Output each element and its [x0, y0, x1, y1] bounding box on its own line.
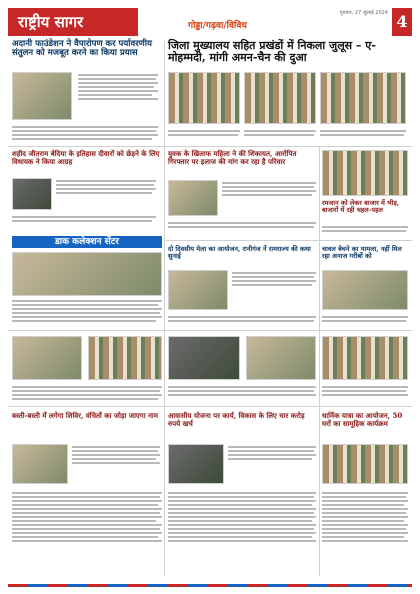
text-line: [72, 458, 156, 460]
photo-dak: [12, 252, 162, 296]
photo-arrest: [168, 180, 218, 216]
text-line: [322, 516, 408, 518]
photo-camp: [12, 444, 68, 484]
masthead: [8, 8, 412, 36]
text-line: [322, 520, 404, 522]
text-line: [322, 496, 406, 498]
column-rule: [164, 40, 165, 576]
text-line: [72, 450, 158, 452]
text-line: [322, 394, 408, 396]
section-label: गोड्डा/गढ़वा/विविध: [188, 21, 247, 31]
text-line: [232, 272, 316, 274]
text-line: [244, 134, 314, 136]
text-line: [12, 312, 160, 314]
divider: [8, 406, 412, 407]
text-line: [228, 458, 312, 460]
text-line: [56, 188, 156, 190]
headline-adani: अदानी फाउंडेशन ने वैपारोपण कर पर्यावरणीय संतुलन को मजबूत करने का किया प्रयास: [12, 39, 152, 59]
photo-mela: [168, 270, 228, 310]
text-line: [232, 284, 312, 286]
text-line: [322, 226, 408, 228]
headline-camp: बस्ती-बस्ती में लगेगा शिविर, वंचितों का जोड़ा जाएगा नाम: [12, 411, 158, 420]
text-line: [12, 540, 162, 542]
text-line: [168, 390, 314, 392]
text-line: [168, 316, 316, 318]
text-line: [12, 516, 162, 518]
text-line: [322, 504, 404, 506]
text-line: [322, 492, 408, 494]
date-line: गुरुवार, 27 जुलाई 2024: [339, 10, 388, 16]
text-line: [12, 390, 160, 392]
text-line: [12, 508, 162, 510]
text-line: [168, 516, 316, 518]
text-line: [168, 222, 316, 224]
text-line: [228, 446, 316, 448]
text-line: [12, 536, 158, 538]
page-number: 4: [392, 8, 412, 36]
text-line: [12, 386, 162, 388]
headline-mela: दो दिवसीय मेला का आयोजन, रानीगंज नें रामराज्य की कथा सुनाई: [168, 245, 311, 261]
text-line: [168, 134, 238, 136]
text-line: [322, 540, 408, 542]
photo-lower-4: [246, 336, 316, 380]
text-line: [12, 532, 162, 534]
text-line: [168, 512, 314, 514]
text-line: [12, 398, 158, 400]
headline-market: रमजान को लेकर बाजार में भीड़, बाजारों में रही चहल-पहल: [322, 199, 400, 215]
text-line: [12, 134, 158, 136]
photo-housing: [168, 444, 224, 484]
text-line: [12, 304, 158, 306]
text-line: [168, 528, 314, 530]
text-line: [322, 320, 406, 322]
photo-lower-1: [12, 336, 82, 380]
headline-arrest: युवक के खिलाफ महिला ने की शिकायत, आरोपित गिरफ्तार पर इलाज की मांग कर रहा है परिवार: [168, 149, 297, 166]
headline-jeetram: शहीद जीतराम बेदिया के इतिहास दीवारों को छेड़ने के लिए विधायक ने किया आग्रह: [12, 149, 160, 166]
text-line: [244, 130, 316, 132]
text-line: [320, 130, 406, 132]
headline-housing: आवासीय योजना पर कार्य, विकास के लिए चार करोड़ रुपये खर्च: [168, 411, 305, 428]
text-line: [228, 454, 316, 456]
text-line: [222, 190, 316, 192]
text-line: [12, 504, 158, 506]
text-line: [78, 90, 158, 92]
text-line: [168, 386, 316, 388]
photo-procession-3: [320, 72, 406, 124]
text-line: [72, 454, 160, 456]
text-line: [168, 520, 312, 522]
newspaper-brand: राष्ट्रीय सागर: [18, 13, 84, 31]
text-line: [168, 394, 316, 396]
text-line: [56, 180, 156, 182]
text-line: [12, 126, 158, 128]
photo-mla: [12, 178, 52, 210]
text-line: [12, 524, 162, 526]
text-line: [322, 512, 406, 514]
text-line: [12, 138, 152, 140]
text-line: [168, 496, 314, 498]
photo-grain: [322, 270, 408, 310]
text-line: [78, 98, 158, 100]
text-line: [12, 308, 162, 310]
divider: [8, 146, 412, 147]
text-line: [78, 86, 154, 88]
text-line: [12, 320, 156, 322]
text-line: [56, 192, 152, 194]
text-line: [168, 500, 316, 502]
headline-main: जिला मुख्यालय सहित प्रखंडों में निकला जुलूस – ए-मोहम्मदी, मांगी अमन-चैन की दुआ: [168, 39, 376, 65]
text-line: [168, 492, 316, 494]
headline-yatra: धार्मिक यात्रा का आयोजन, 50 घरों का सामूहिक कार्यक्रम: [322, 411, 403, 428]
text-line: [168, 226, 314, 228]
text-line: [322, 230, 406, 232]
text-line: [168, 320, 314, 322]
brand-band: [8, 8, 138, 36]
text-line: [232, 280, 316, 282]
text-line: [78, 82, 158, 84]
photo-lower-3: [168, 336, 240, 380]
text-line: [168, 524, 316, 526]
text-line: [12, 130, 156, 132]
text-line: [12, 394, 162, 396]
text-line: [168, 540, 316, 542]
footer-color-strip: [8, 584, 412, 587]
divider: [8, 330, 412, 331]
text-line: [12, 216, 156, 218]
text-line: [78, 78, 156, 80]
text-line: [78, 94, 152, 96]
photo-yatra: [322, 444, 408, 484]
text-line: [168, 504, 312, 506]
text-line: [222, 186, 314, 188]
text-line: [322, 500, 408, 502]
text-line: [228, 450, 314, 452]
text-line: [322, 536, 404, 538]
photo-market: [322, 150, 408, 196]
photo-lower-5: [322, 336, 408, 380]
headline-grain: चावल बेचने का मामला, नहीं मिल रहा अनाज गरीबों को: [322, 245, 402, 261]
column-rule: [319, 146, 320, 576]
photo-procession-1: [168, 72, 240, 124]
text-line: [322, 528, 406, 530]
text-line: [322, 316, 408, 318]
text-line: [12, 496, 160, 498]
text-line: [168, 130, 240, 132]
text-line: [12, 220, 152, 222]
text-line: [12, 500, 162, 502]
text-line: [12, 528, 160, 530]
text-line: [72, 462, 160, 464]
text-line: [168, 532, 316, 534]
text-line: [56, 184, 154, 186]
photo-procession-2: [244, 72, 316, 124]
text-line: [320, 134, 404, 136]
text-line: [168, 536, 312, 538]
text-line: [322, 390, 406, 392]
text-line: [12, 512, 160, 514]
text-line: [12, 316, 162, 318]
text-line: [12, 520, 156, 522]
text-line: [322, 508, 408, 510]
text-line: [322, 386, 408, 388]
text-line: [222, 182, 316, 184]
text-line: [12, 300, 162, 302]
text-line: [12, 492, 162, 494]
dak-section-band: डाक कलेक्शन सेंटर: [12, 236, 162, 248]
photo-plantation: [12, 72, 72, 120]
text-line: [72, 446, 160, 448]
text-line: [232, 276, 314, 278]
text-line: [78, 74, 158, 76]
text-line: [322, 532, 408, 534]
divider: [166, 240, 412, 241]
text-line: [322, 524, 408, 526]
photo-lower-2: [88, 336, 162, 380]
text-line: [168, 508, 316, 510]
text-line: [222, 194, 312, 196]
